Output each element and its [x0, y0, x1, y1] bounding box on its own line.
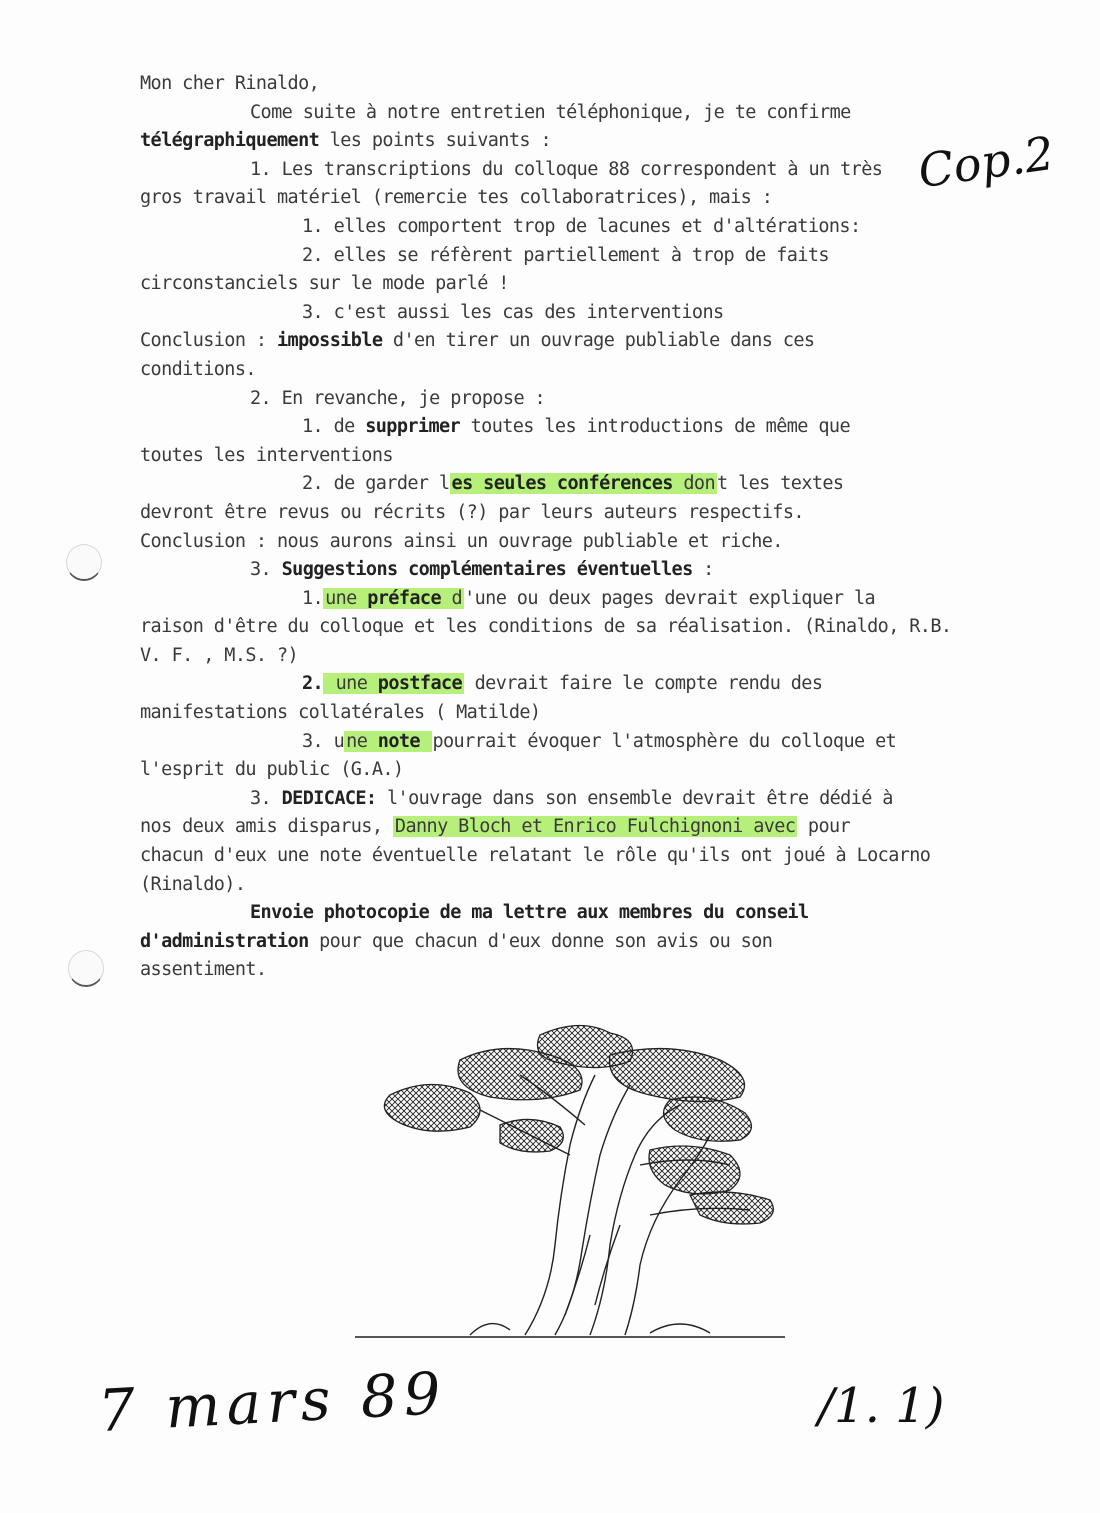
sub-point: 1. de supprimer toutes les introductions de même que — [302, 416, 850, 438]
text-line: devront être revus ou récrits (?) par leurs auteurs respectifs. — [140, 501, 804, 523]
conclusion-line: Conclusion : nous aurons ainsi un ouvrage publiable et riche. — [140, 530, 783, 552]
bold-text: Envoie photocopie de ma lettre aux membres du conseil — [250, 902, 809, 924]
point-2-heading: 2. En revanche, je propose : — [250, 387, 546, 409]
punch-hole — [68, 950, 104, 987]
text-line: (Rinaldo). — [140, 873, 246, 895]
point-1-heading: 1. Les transcriptions du colloque 88 correspondent à un très — [250, 158, 883, 180]
closing-line: d'administration pour que chacun d'eux donne son avis ou son — [140, 930, 773, 952]
punch-hole — [66, 544, 102, 581]
closing-line — [140, 899, 900, 928]
intro-line: télégraphiquement les points suivants : — [140, 130, 551, 152]
bold-text: télégraphiquement — [140, 130, 320, 152]
text-line: toutes les interventions — [140, 444, 393, 466]
sub-point: 2. de garder l es seules conférences don t les textes — [302, 473, 844, 495]
sub-point: 1. une préface d 'une ou deux pages devrait expliquer la — [302, 587, 876, 609]
text-line: circonstanciels sur le mode parlé ! — [140, 273, 509, 295]
bold-text: supprimer — [365, 416, 461, 438]
sub-point: 3. c'est aussi les cas des interventions — [302, 301, 724, 323]
handwritten-date: 7 mars 89 — [96, 1358, 449, 1446]
point-3-heading: 3. Suggestions complémentaires éventuelles : — [250, 559, 714, 581]
bold-text: impossible — [277, 330, 383, 352]
highlight: une préface d — [325, 587, 463, 609]
text-line: manifestations collatérales ( Matilde) — [140, 702, 541, 724]
sub-point: 3. u ne note pourrait évoquer l'atmosphère du colloque et — [302, 730, 897, 752]
sub-point: 2. elles se réfèrent partiellement à trop de faits — [302, 244, 829, 266]
salutation: Mon cher Rinaldo, — [140, 73, 320, 94]
text-line: nos deux amis disparus, Danny Bloch et Enrico Fulchignoni avec pour — [140, 816, 851, 838]
sub-point: 2. une postface devrait faire le compte rendu des — [302, 673, 823, 695]
tree-foliage — [384, 1025, 773, 1224]
corner-annotation: Cop.2 — [914, 125, 1058, 199]
text-line: V. F. , M.S. ?) — [140, 644, 299, 666]
conclusion-line: Conclusion : impossible d'en tirer un ouvrage publiable dans ces — [140, 330, 815, 352]
highlight: ne note — [346, 730, 431, 752]
handwritten-reference: /1. 1) — [818, 1378, 945, 1434]
sub-point: 1. elles comportent trop de lacunes et d'altérations: — [302, 215, 861, 237]
text-line: gros travail matériel (remercie tes collaboratrices), mais : — [140, 187, 773, 209]
dedication-heading: 3. DEDICACE: l'ouvrage dans son ensemble devrait être dédié à — [250, 787, 893, 809]
bold-text: DEDICACE: — [281, 787, 377, 809]
text-line: l'esprit du public (G.A.) — [140, 759, 404, 781]
bold-text: d'administration — [140, 930, 309, 952]
text-line: raison d'être du colloque et les conditions de sa réalisation. (Rinaldo, R.B. — [140, 616, 952, 638]
highlight: es seules conférences don — [451, 473, 716, 495]
text-line: chacun d'eux une note éventuelle relatant le rôle qu'ils ont joué à Locarno — [140, 845, 931, 867]
bold-text: Suggestions complémentaires éventuelles — [281, 559, 693, 581]
highlight: une postface — [325, 673, 463, 695]
highlight: Danny Bloch et Enrico Fulchignoni avec — [394, 816, 796, 838]
intro-line: Come suite à notre entretien téléphonique, je te confirme — [250, 101, 851, 123]
text-line: conditions. — [140, 358, 256, 380]
closing-line: assentiment. — [140, 959, 267, 981]
tree-illustration — [350, 1015, 790, 1345]
letter-body — [140, 70, 952, 985]
